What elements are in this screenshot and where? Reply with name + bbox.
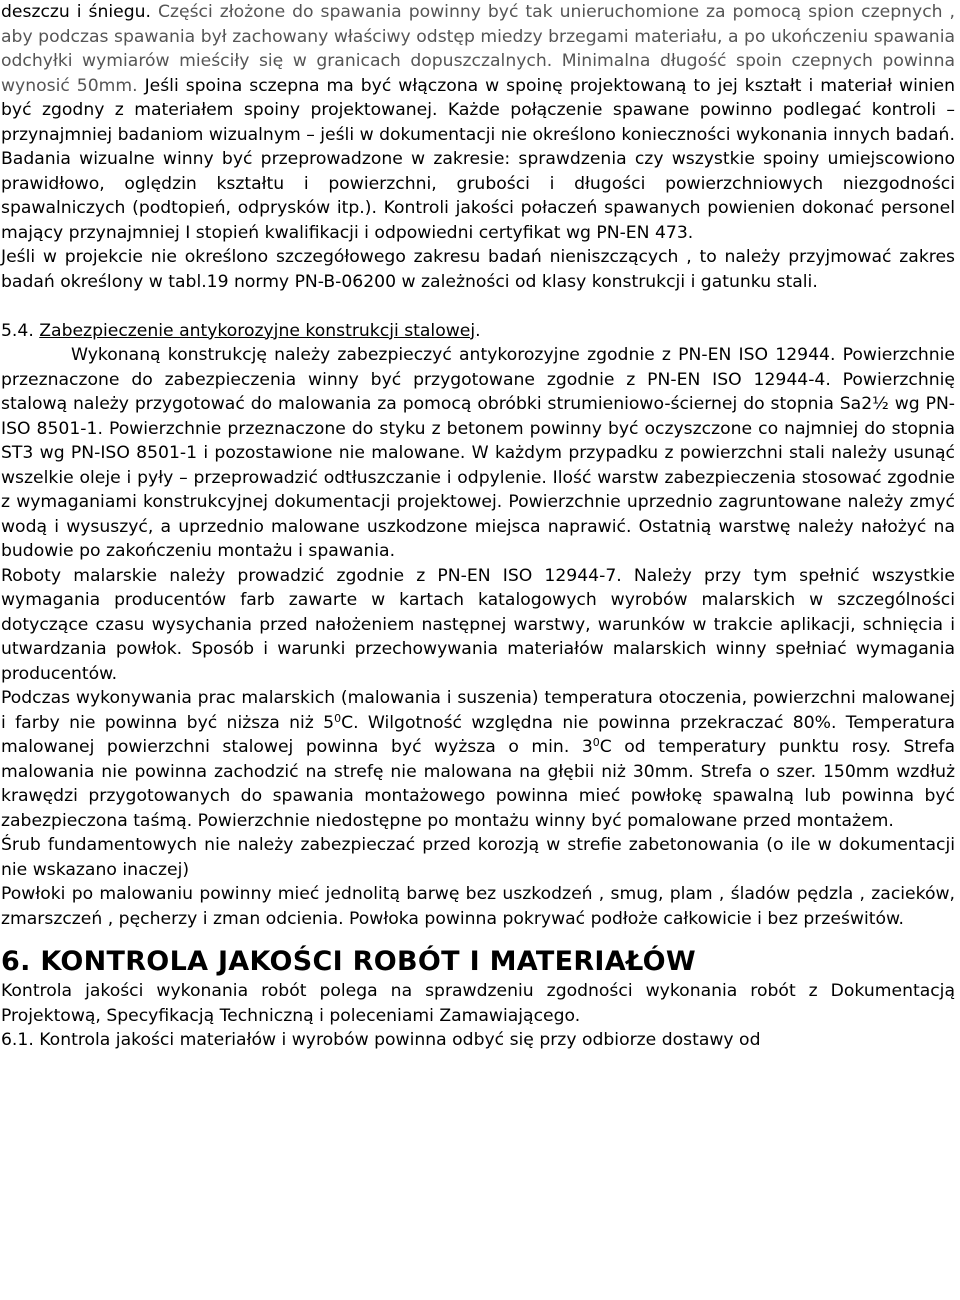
text-fragment: C. Wilgotność względna nie powinna przekraczać 80%. Temperatura malowanej powierzchni stalowej powinna być wyższa o min. 3 bbox=[1, 712, 955, 757]
text-fragment: C od temperatury punktu rosy. Strefa malowania nie powinna zachodzić na strefę nie malowana na głębiі niż 30mm. Strefa o szer. 150mm wzdłuż krawędzi przygotowanych do spawania montażowego powinna mieć powłokę spawalną lub powinna być zabezpieczona taśmą. Powierzchnie niedostępne po montażu winny być pomalowane przed montażem. bbox=[1, 737, 955, 831]
paragraph-painting-works: Roboty malarskie należy prowadzić zgodnie z PN-EN ISO 12944-7. Należy przy tym spełnić wszystkie wymagania producentów farb zawarte w kartach katalogowych wyrobów malarskich w szczególności dotyczące czasu wysychania przed nałożeniem następnej warstwy, warunków w trakcie aplikacji, schnięcia i utwardzania powłok. Sposób i warunki przechowywania materiałów malarskich winny spełniać wymagania producentów. bbox=[1, 565, 955, 684]
section-number: 5.4. bbox=[1, 320, 40, 341]
text-fragment: Podczas wykonywania prac malarskich (malowania i suszenia) temperatura otoczenia, powierzchni malowanej i farby nie powinna być niższa niż 5 bbox=[1, 688, 955, 733]
text-fragment: Wykonaną konstrukcję należy zabezpieczyć antykorozyjne zgodnie z PN-EN ISO 12944. Powierzchnie przeznaczone do zabezpieczenia winny być przygotowane zgodnie z PN-EN ISO 12944-4. Powierzchnię stalową należy przygotować do malowania za pomocą obróbki strumieniowo-ściernej do stopnia Sa2½ wg PN-ISO 8501-1. Powierzchnie przeznaczone do styku z betonem powinny być oczyszczone co najmniej do stopnia ST3 wg PN-ISO 8501-1 i pozostawione nie malowane. W każdym przypadku z powierzchni stali należy usunąć wszelkie oleje i pyły – przeprowadzić odtłuszczanie i odpylenie. Ilość warstw zabezpieczenia stosować zgodnie z wymaganiami konstrukcyjnej dokumentacji projektowej. Powierzchnie uprzednio zagruntowane należy zmyć wodą i wysuszyć, a uprzednio malowane uszkodzone miejsca naprawić. Ostatnią warstwę należy nałożyć na budowie po zakończeniu montażu i spawania. bbox=[1, 345, 955, 561]
chapter-heading-6: 6. KONTROLA JAKOŚCI ROBÓT I MATERIAŁÓW bbox=[1, 946, 696, 977]
paragraph-6-1: 6.1. Kontrola jakości materiałów i wyrobów powinna odbyć się przy odbiorze dostawy od bbox=[1, 1030, 761, 1050]
paragraph-visual-inspection: Badania wizualne winny być przeprowadzone w zakresie: sprawdzenia czy wszystkie spoiny umiejscowiono prawidłowo, oględzin kształtu i powierzchni, grubości i długości powierzchniowych niezgodności spawalniczych (podtopień, odprysków itp.). Kontroli jakości połaczeń spawanych powienien dokonać personel mający przynajmniej I stopień kwalifikacji i odpowiedni certyfikat wg PN-EN 473. bbox=[1, 149, 955, 243]
text-fragment: Każde połączenie spawane powinno podlegać kontroli – przynajmniej badaniom wizualnym – jeśli w dokumentacji nie określono konieczności wykonania innych badań. bbox=[1, 100, 955, 145]
text-fragment: Części złożone do spawania powinny być tak unieruchomione za pomocą spion czepnych , aby podczas spawania był zachowany właściwy odstęp miedzy brzegami materiału, a po ukończeniu spawania odchyłki wymiarów mieściły się w granicach dopuszczalnych. Minimalna długość spoin czepnych powinna wynosić 50mm. bbox=[1, 2, 955, 96]
degree-superscript: 0 bbox=[334, 711, 342, 725]
degree-superscript: 0 bbox=[592, 736, 600, 749]
paragraph-welding-tack bbox=[1, 0, 955, 147]
spacer bbox=[1, 294, 955, 319]
section-title-dot: . bbox=[475, 320, 481, 341]
text-fragment: Jeśli spoina sczepna ma być włączona w spoinę projektowaną to jej kształt i materiał winien być zgodny z materiałem spoiny projektowanej. bbox=[1, 75, 955, 120]
paragraph-anticorrosion bbox=[1, 343, 955, 564]
paragraph-ndt-scope: Jeśli w projekcie nie określono szczegółowego zakresu badań nieniszczących , to należy przyjmować zakres badań określony w tabl.19 normy PN-B-06200 w zależności od klasy konstrukcji i gatunku stali. bbox=[1, 247, 955, 292]
paragraph-painting-conditions bbox=[1, 686, 955, 833]
section-heading-5-4 bbox=[1, 319, 955, 344]
paragraph-anchor-bolts: Śrub fundamentowych nie należy zabezpieczać przed korozją w strefie zabetonowania (o ile w dokumentacji nie wskazano inaczej) bbox=[1, 835, 955, 880]
paragraph-coating-quality: Powłoki po malowaniu powinny mieć jednolitą barwę bez uszkodzeń , smug, plam , śladów pędzla , zacieków, zmarszczeń , pęcherzy i zman odcienia. Powłoka powinna pokrywać podłoże całkowicie i bez prześwitów. bbox=[1, 884, 955, 929]
text-fragment: deszczu i śniegu. bbox=[1, 2, 158, 22]
paragraph-quality-control: Kontrola jakości wykonania robót polega na sprawdzeniu zgodności wykonania robót z Dokumentacją Projektową, Specyfikacją Techniczną i poleceniami Zamawiającego. bbox=[1, 981, 955, 1026]
section-title: Zabezpieczenie antykorozyjne konstrukcji stalowej bbox=[39, 320, 476, 341]
